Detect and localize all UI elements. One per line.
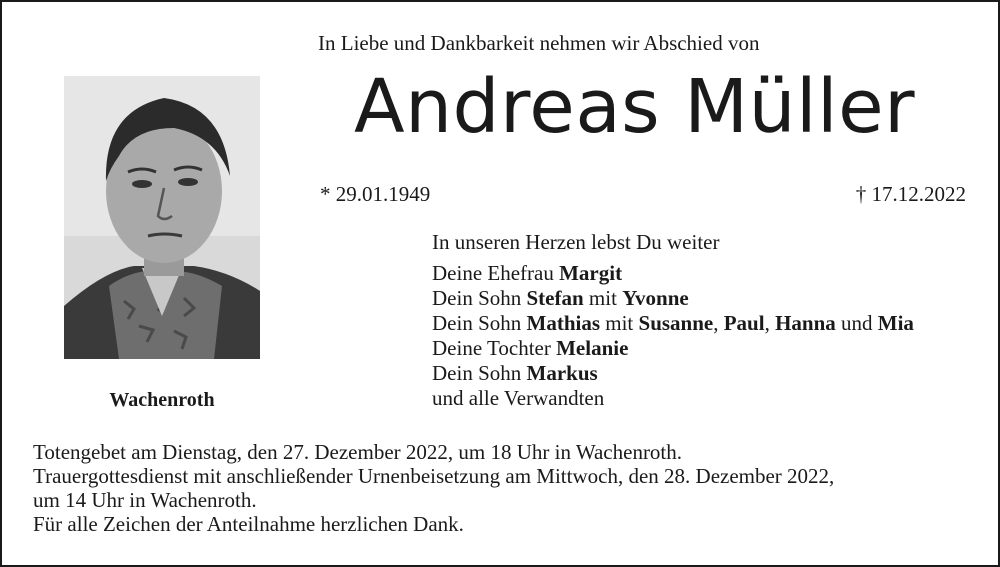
service-notice: [33, 440, 834, 536]
family-line: Dein Sohn Mathias mit Susanne, Paul, Hanna und Mia: [432, 311, 914, 335]
portrait-photo: [64, 76, 260, 359]
family-line: Dein Sohn Markus: [432, 361, 598, 385]
family-line: Deine Ehefrau Margit: [432, 261, 623, 285]
deceased-name: Andreas Müller: [354, 64, 916, 150]
family-line: Dein Sohn Stefan mit Yvonne: [432, 286, 689, 310]
notice-line: Totengebet am Dienstag, den 27. Dezember 2022, um 18 Uhr in Wachenroth.: [33, 440, 683, 464]
motto: In unseren Herzen lebst Du weiter: [432, 230, 720, 254]
family-list: [432, 230, 914, 411]
intro-line: In Liebe und Dankbarkeit nehmen wir Abschied von: [318, 31, 760, 55]
family-line: und alle Verwandten: [432, 386, 605, 410]
death-date: † 17.12.2022: [855, 182, 966, 206]
place-label: Wachenroth: [109, 389, 215, 411]
family-line: Deine Tochter Melanie: [432, 336, 629, 360]
notice-line: Trauergottesdienst mit anschließender Urnenbeisetzung am Mittwoch, den 28. Dezember 2022,: [33, 464, 835, 488]
birth-date: * 29.01.1949: [320, 182, 431, 206]
notice-line: um 14 Uhr in Wachenroth.: [33, 488, 257, 512]
notice-line: Für alle Zeichen der Anteilnahme herzlichen Dank.: [33, 512, 464, 536]
